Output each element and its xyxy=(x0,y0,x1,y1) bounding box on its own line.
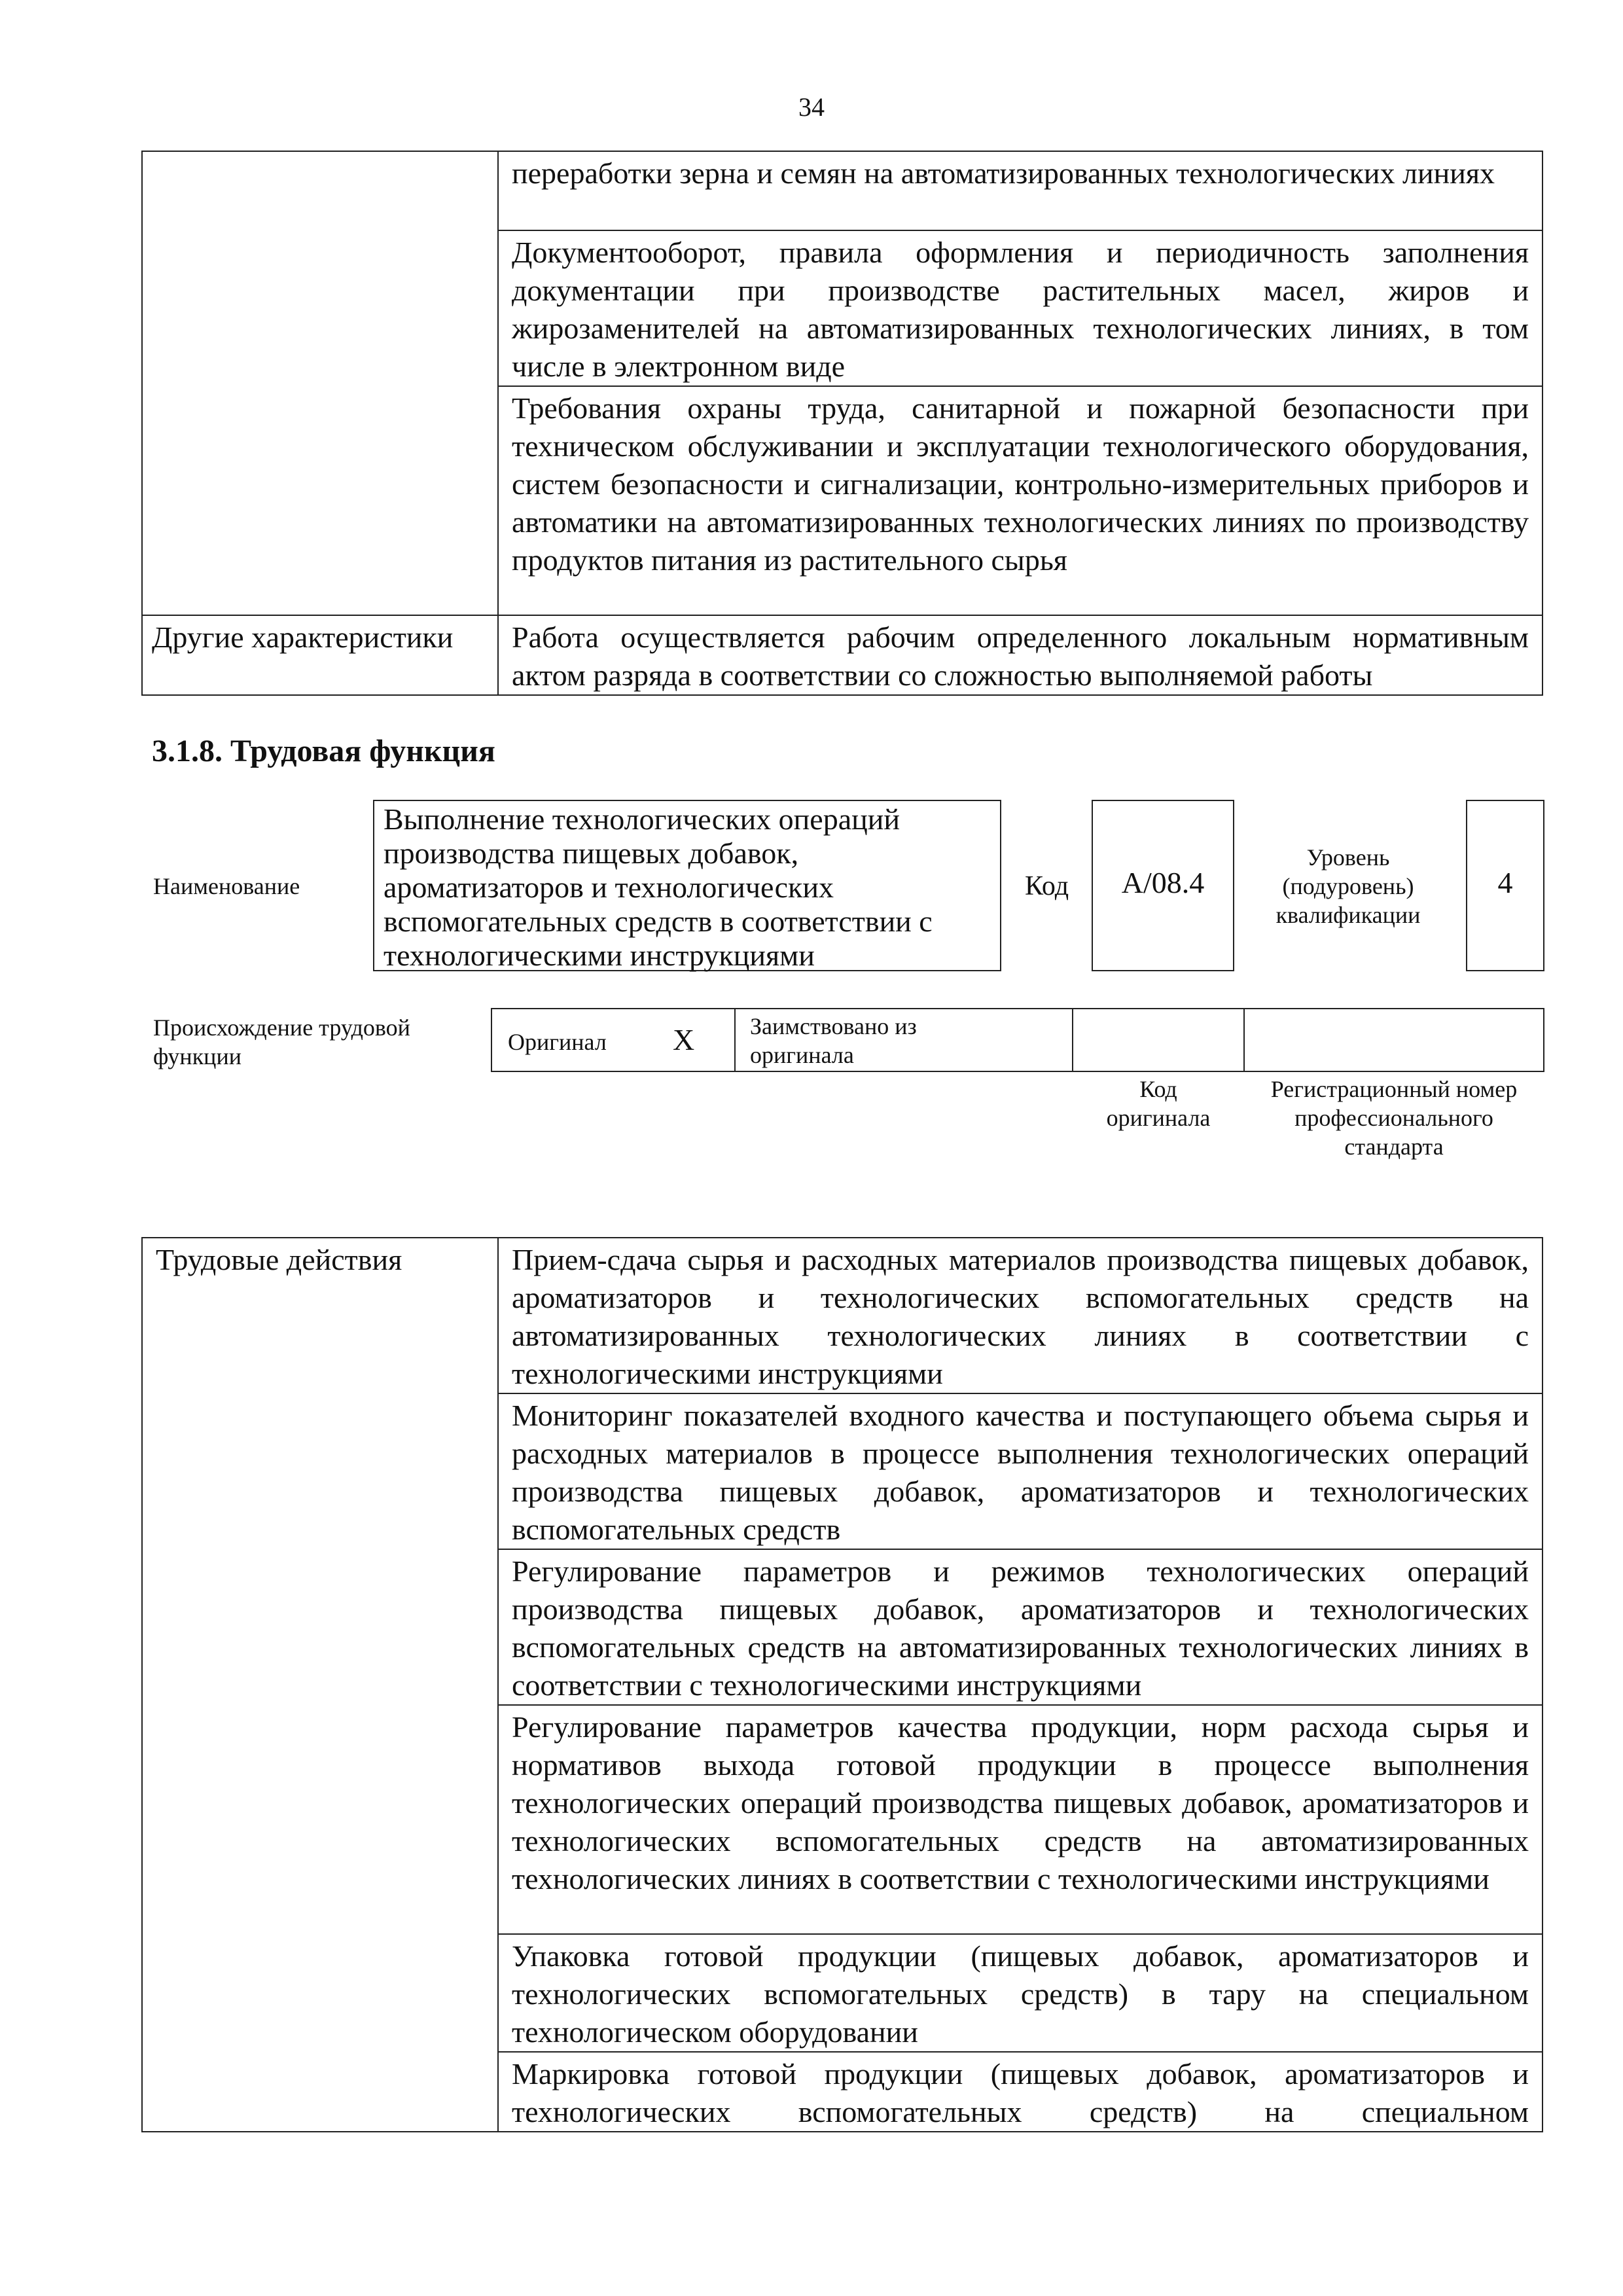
code-value: A/08.4 xyxy=(1121,866,1205,899)
level-box xyxy=(1466,800,1544,971)
other-characteristics-label: Другие характеристики xyxy=(142,615,498,695)
actions-table xyxy=(141,1237,1543,2132)
table-row xyxy=(142,1238,1543,1393)
table-row xyxy=(142,615,1543,695)
page-number: 34 xyxy=(798,92,825,122)
requirement-text: переработки зерна и семян на автоматизированных технологических линиях xyxy=(498,151,1543,230)
other-characteristics-text: Работа осуществляется рабочим определенного локальным нормативным актом разряда в соответствии со сложностью выполняемой работы xyxy=(498,615,1543,695)
original-mark: X xyxy=(673,1023,695,1056)
origin-reg-cell xyxy=(1243,1008,1544,1072)
reg-number-caption: Регистрационный номер профессионального стандарта xyxy=(1270,1076,1518,1160)
requirement-text: Требования охраны труда, санитарной и пожарной безопасности при техническом обслуживании и эксплуатации технологического оборудования, систем безопасности и сигнализации, контрольно-измерительных приборов и автоматики на автоматизированных технологических линиях по производству продуктов питания из растительного сырья xyxy=(498,386,1543,615)
section-heading: 3.1.8. Трудовая функция xyxy=(152,734,495,768)
code-box xyxy=(1092,800,1234,971)
action-item: Регулирование параметров качества продукции, норм расхода сырья и нормативов выхода готовой продукции в процессе выполнения технологических операций производства пищевых добавок, ароматизаторов и технологических вспомогательных средств на автоматизированных технологических линиях в соответствии с технологическими инструкциями xyxy=(498,1705,1543,1934)
origin-original-cell xyxy=(491,1008,736,1072)
code-label: Код xyxy=(1025,871,1069,901)
action-item: Прием-сдача сырья и расходных материалов производства пищевых добавок, ароматизаторов и технологических вспомогательных средств на автоматизированных технологических линиях в соответствии с технологическими инструкциями xyxy=(498,1238,1543,1393)
table-row xyxy=(142,151,1543,230)
origin-borrowed-cell xyxy=(734,1008,1073,1072)
origin-code-cell xyxy=(1072,1008,1245,1072)
borrowed-label: Заимствовано из оригинала xyxy=(750,1013,917,1068)
actions-label: Трудовые действия xyxy=(142,1238,498,2132)
level-label: Уровень (подуровень) квалификации xyxy=(1275,844,1421,928)
table-row xyxy=(142,386,1543,615)
requirement-text: Документооборот, правила оформления и периодичность заполнения документации при производстве растительных масел, жиров и жирозаменителей на автоматизированных технологических линиях, в том числе в электронном виде xyxy=(498,230,1543,386)
code-original-caption: Код оригинала xyxy=(1106,1076,1211,1131)
original-label: Оригинал xyxy=(508,1029,607,1055)
function-name-value: Выполнение технологических операций производства пищевых добавок, ароматизаторов и технологических вспомогательных средств в соответствии с технологическими инструкциями xyxy=(383,802,933,972)
origin-label: Происхождение трудовой функции xyxy=(153,1014,410,1069)
label-cell xyxy=(142,386,498,615)
label-cell xyxy=(142,230,498,386)
function-name-box xyxy=(373,800,1001,971)
table-row xyxy=(142,230,1543,386)
top-table xyxy=(141,151,1543,696)
name-label: Наименование xyxy=(153,873,300,899)
label-cell xyxy=(142,151,498,230)
action-item: Упаковка готовой продукции (пищевых добавок, ароматизаторов и технологических вспомогательных средств) в тару на специальном технологическом оборудовании xyxy=(498,1934,1543,2052)
action-item: Маркировка готовой продукции (пищевых добавок, ароматизаторов и технологических вспомогательных средств) на специальном xyxy=(498,2052,1543,2132)
action-item: Мониторинг показателей входного качества и поступающего объема сырья и расходных материалов в процессе выполнения технологических операций производства пищевых добавок, ароматизаторов и технологических вспомогательных средств xyxy=(498,1393,1543,1549)
action-item: Регулирование параметров и режимов технологических операций производства пищевых добавок, ароматизаторов и технологических вспомогательных средств на автоматизированных технологических линиях в соответствии с технологическими инструкциями xyxy=(498,1549,1543,1705)
level-value: 4 xyxy=(1497,866,1513,899)
